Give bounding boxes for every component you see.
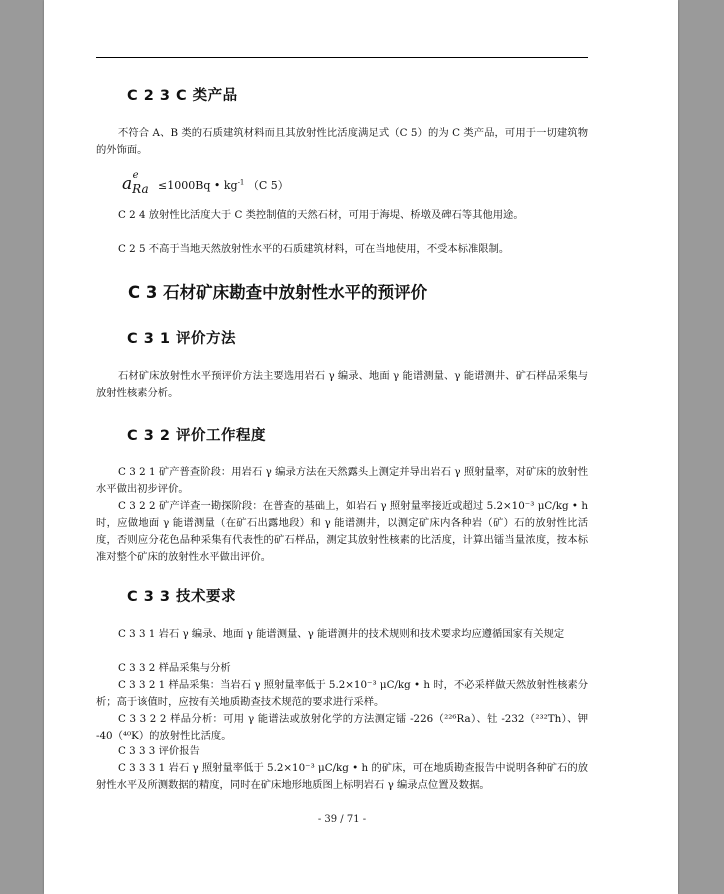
heading-c31: C 3 1 评价方法 [127, 331, 236, 347]
page-number: - 39 / 71 - [317, 814, 367, 825]
formula-expression: ≤1000Bq • kg [158, 179, 238, 192]
paragraph-c333: C 3 3 3 评价报告 [118, 745, 200, 757]
formula-superscript: e [132, 170, 139, 181]
paragraph-c3322: C 3 3 2 2 样品分析：可用 γ 能谱法或放射化学的方法测定镭 -226（²²⁶Ra）、钍 -232（²³²Th）、钾 -40（⁴⁰K）的放射性比活度。 [96, 713, 588, 742]
paragraph-c31: 石材矿床放射性水平预评价方法主要选用岩石 γ 编录、地面 γ 能谱测量、γ 能谱测井、矿石样品采集与放射性核素分析。 [96, 370, 588, 399]
paragraph-c3331: C 3 3 3 1 岩石 γ 照射量率低于 5.2×10⁻³ μC/kg • h 的矿床，可在地质勘查报告中说明各种矿石的放射性水平及所测数据的精度，同时在矿床地形地质图上标明岩石 γ 编录点位置及数据。 [96, 762, 588, 791]
paragraph-c23: 不符合 A、B 类的石质建筑材料而且其放射性比活度满足式（C 5）的为 C 类产品，可用于一切建筑物的外饰面。 [96, 127, 588, 156]
paragraph-c24: C 2 4 放射性比活度大于 C 类控制值的天然石材，可用于海堤、桥墩及碑石等其他用途。 [118, 209, 524, 221]
paragraph-c3321: C 3 3 2 1 样品采集：当岩石 γ 照射量率低于 5.2×10⁻³ μC/kg • h 时，不必采样做天然放射性核素分析；高于该值时，应按有关地质勘查技术规范的要求进行采样。 [96, 679, 588, 708]
heading-c23: C 2 3 C 类产品 [127, 88, 238, 104]
paragraph-c332: C 3 3 2 样品采集与分析 [118, 662, 231, 674]
paragraph-c321: C 3 2 1 矿产普查阶段：用岩石 γ 编录方法在天然露头上测定并导出岩石 γ 照射量率，对矿床的放射性水平做出初步评价。 [96, 466, 588, 495]
paragraph-c322: C 3 2 2 矿产详查一勘探阶段：在普查的基础上，如岩石 γ 照射量率接近或超过 5.2×10⁻³ μC/kg • h 时，应做地面 γ 能谱测量（在矿石出露地段）和 γ 能谱测井，以测定矿床内各种岩（矿）石的放射性比活度，否则应分花色品种采集有代表性的矿石样品，测定其放射性核素的比活度，计算出镭当量浓度，按本标准对整个矿床的放射性水平做出评价。 [96, 500, 588, 563]
formula-symbol: a [122, 174, 133, 194]
formula-exponent: -1 [237, 178, 245, 187]
formula-label: （C 5） [247, 179, 289, 192]
heading-c32: C 3 2 评价工作程度 [127, 428, 266, 444]
paragraph-c331: C 3 3 1 岩石 γ 编录、地面 γ 能谱测量、γ 能谱测井的技术规则和技术要求均应遵循国家有关规定 [118, 628, 565, 640]
header-rule [96, 57, 588, 58]
formula-subscript: Ra [132, 182, 149, 196]
formula-c5 [96, 170, 614, 196]
heading-c3: C 3 石材矿床勘查中放射性水平的预评价 [128, 283, 428, 302]
paragraph-c25: C 2 5 不高于当地天然放射性水平的石质建筑材料，可在当地使用，不受本标准限制。 [118, 243, 510, 255]
heading-c33: C 3 3 技术要求 [127, 589, 236, 605]
